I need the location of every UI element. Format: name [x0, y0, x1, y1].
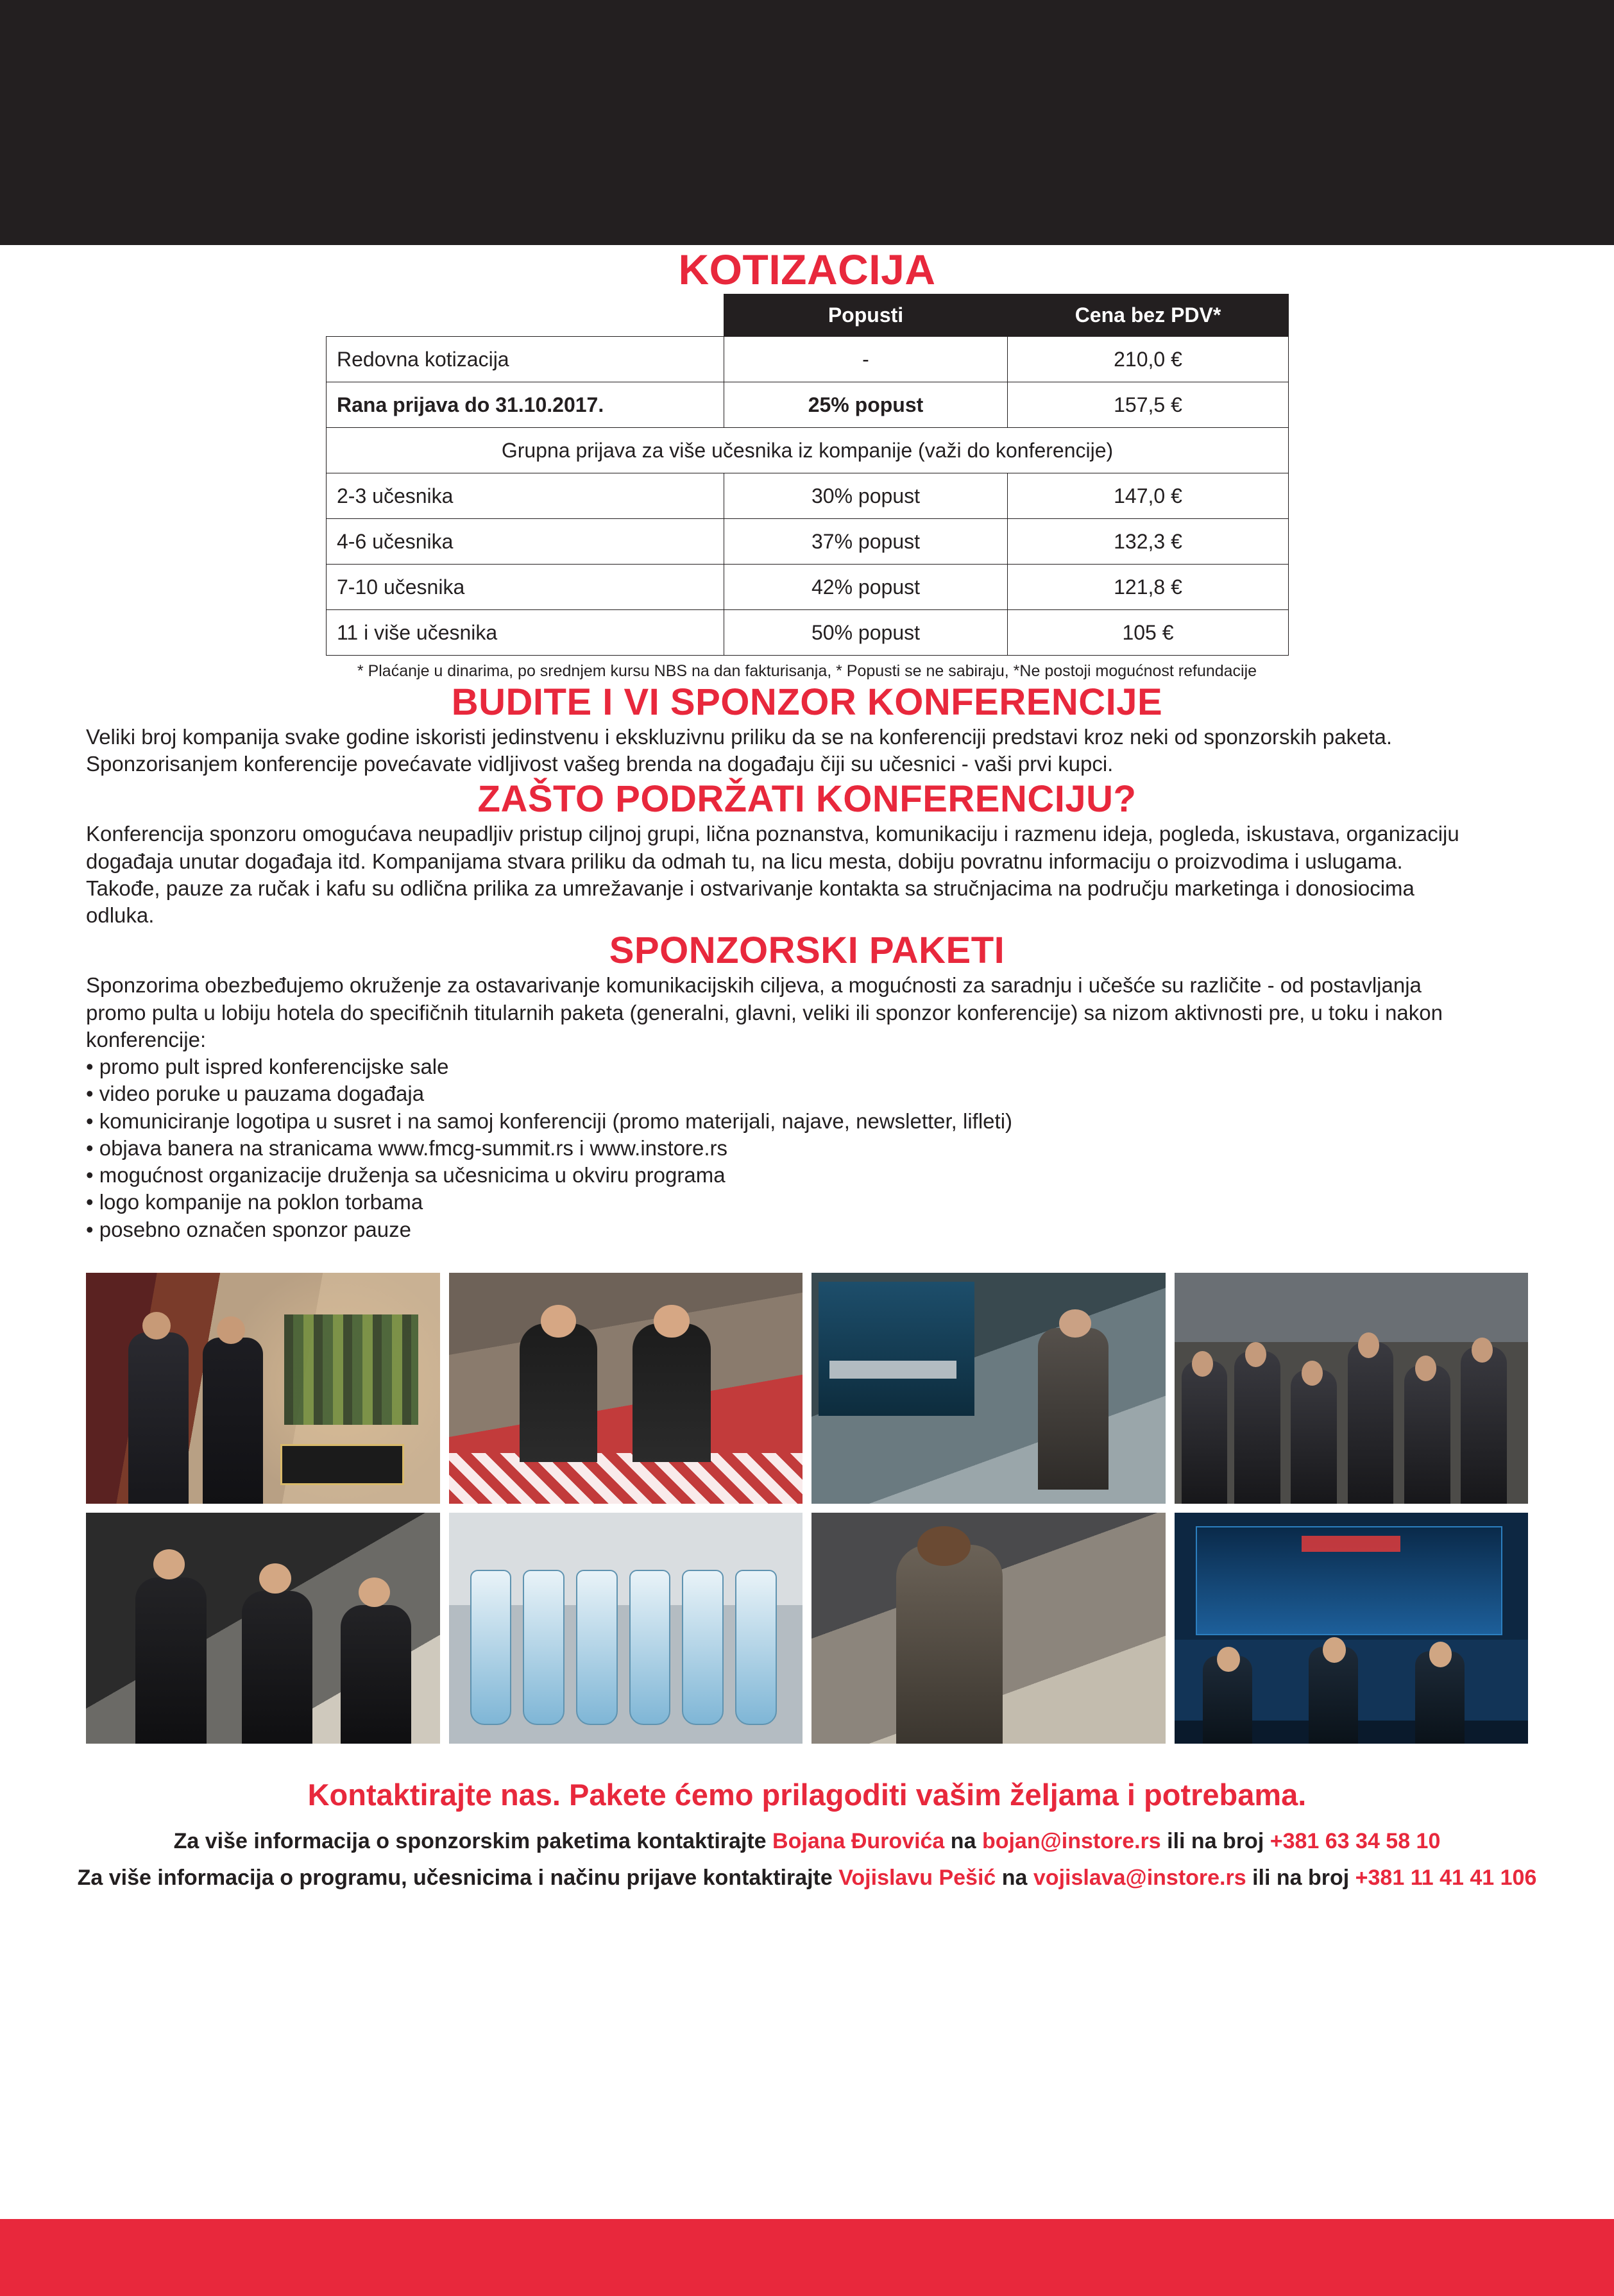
- list-item: • objava banera na stranicama www.fmcg-summit.rs i www.instore.rs: [86, 1135, 728, 1160]
- row-discount: 42% popust: [724, 565, 1008, 610]
- paketi-intro-line: konferencije:: [86, 1027, 207, 1051]
- table-footnote: * Plaćanje u dinarima, po srednjem kursu NBS na dan fakturisanja, * Popusti se ne sabiraju, *Ne postoji mogućnost refundacije: [357, 662, 1257, 680]
- table-group-row: [327, 428, 1289, 473]
- contact-heading: Kontaktirajte nas. Pakete ćemo prilagoditi vašim željama i potrebama.: [307, 1777, 1307, 1812]
- sponzor-paragraph: [86, 724, 1528, 778]
- row-label: 11 i više učesnika: [327, 610, 724, 656]
- row-label: Redovna kotizacija: [327, 337, 724, 382]
- photo-visitor-with-bag: [811, 1513, 1166, 1744]
- photo-gallery: [86, 1273, 1528, 1744]
- zasto-paragraph: [86, 821, 1528, 929]
- contact-line-program: [0, 1866, 1614, 1891]
- contact-prefix: Za više informacija o sponzorskim paketima kontaktirajte: [173, 1828, 773, 1853]
- row-discount: 50% popust: [724, 610, 1008, 656]
- row-price: 121,8 €: [1008, 565, 1289, 610]
- row-price: 105 €: [1008, 610, 1289, 656]
- sponzor-paragraph-line: Veliki broj kompanija svake godine iskoristi jedinstvenu i ekskluzivnu priliku da se na konferenciji predstavi kroz neki od sponzorskih paketa.: [86, 725, 1393, 749]
- table-row: [327, 519, 1289, 565]
- photo-trisa-tubes: [449, 1513, 803, 1744]
- zasto-paragraph-line: Konferencija sponzoru omogućava neupadljiv pristup ciljnoj grupi, lična poznanstva, komunikaciju i razmenu ideja, pogleda, iskustava, organizaciju: [86, 822, 1459, 846]
- list-item: • posebno označen sponzor pauze: [86, 1217, 411, 1241]
- table-header-row: [327, 294, 1289, 337]
- list-item: • komuniciranje logotipa u susret i na samoj konferenciji (promo materijali, najave, newsletter, lifleti): [86, 1109, 1013, 1133]
- photo-stand-men-olitalia: [86, 1273, 440, 1504]
- contact-email[interactable]: vojislava@instore.rs: [1033, 1865, 1246, 1890]
- photo-hostesses-dirndl: [449, 1273, 803, 1504]
- list-item: • promo pult ispred konferencijske sale: [86, 1055, 449, 1079]
- zasto-paragraph-line: događaja unutar događaja itd. Kompanijama stvara priliku da odmah tu, na licu mesta, dobiju povratnu informaciju o proizvodima i uslugama.: [86, 849, 1403, 873]
- zasto-paragraph-line: odluka.: [86, 903, 155, 928]
- table-row: [327, 382, 1289, 428]
- contact-mid2: ili na broj: [1246, 1865, 1355, 1890]
- contact-phone[interactable]: +381 11 41 41 106: [1355, 1865, 1537, 1890]
- contact-email[interactable]: bojan@instore.rs: [981, 1828, 1161, 1853]
- row-label: 4-6 učesnika: [327, 519, 724, 565]
- table-row: [327, 565, 1289, 610]
- document-content: [0, 245, 1614, 1891]
- top-black-band: [0, 0, 1614, 245]
- paketi-intro-line: promo pulta u lobiju hotela do specifičnih titularnih paketa (generalni, glavni, veliki ili sponzor konferencije) sa nizom aktivnosti pre, u toku i nakon: [86, 1000, 1443, 1025]
- contact-person-name: Bojana Đurovića: [772, 1828, 945, 1853]
- list-item: • mogućnost organizacije druženja sa učesnicima u okviru programa: [86, 1163, 726, 1187]
- photo-comtrade-booth: [1175, 1513, 1529, 1744]
- paketi-intro-line: Sponzorima obezbeđujemo okruženje za ostavarivanje komunikacijskih ciljeva, a mogućnosti za saradnju i učešće su različite - od postavljanja: [86, 973, 1422, 998]
- photo-booth-planning: [811, 1273, 1166, 1504]
- section-title-paketi: SPONZORSKI PAKETI: [609, 930, 1005, 972]
- contact-mid2: ili na broj: [1160, 1828, 1270, 1853]
- page-title: KOTIZACIJA: [678, 246, 936, 293]
- contact-person-name: Vojislavu Pešić: [838, 1865, 996, 1890]
- row-price: 157,5 €: [1008, 382, 1289, 428]
- contact-line-sponsorship: [0, 1829, 1614, 1854]
- table-row: [327, 473, 1289, 519]
- row-label: Rana prijava do 31.10.2017.: [327, 382, 724, 428]
- pricing-table-wrap: [326, 294, 1288, 681]
- row-price: 132,3 €: [1008, 519, 1289, 565]
- row-discount: 25% popust: [724, 382, 1008, 428]
- row-label: 2-3 učesnika: [327, 473, 724, 519]
- zasto-paragraph-line: Takođe, pauze za ručak i kafu su odlična prilika za umrežavanje i ostvarivanje kontakta sa stručnjacima na području marketinga i donosiocima: [86, 876, 1414, 900]
- row-label: 7-10 učesnika: [327, 565, 724, 610]
- pricing-table: [326, 294, 1289, 656]
- row-price: 147,0 €: [1008, 473, 1289, 519]
- contact-phone[interactable]: +381 63 34 58 10: [1270, 1828, 1441, 1853]
- sponzor-paragraph-line: Sponzorisanjem konferencije povećavate vidljivost vašeg brenda na događaju čiji su učesnici - vaši prvi kupci.: [86, 752, 1114, 776]
- table-header-price: Cena bez PDV*: [1008, 294, 1289, 337]
- row-discount: 37% popust: [724, 519, 1008, 565]
- table-header-blank: [327, 294, 724, 337]
- paketi-bullet-list: [86, 1053, 1528, 1243]
- group-row-label: Grupna prijava za više učesnika iz kompanije (važi do konferencije): [327, 428, 1289, 473]
- table-row: [327, 610, 1289, 656]
- paketi-intro: [86, 972, 1528, 1243]
- section-title-zasto: ZAŠTO PODRŽATI KONFERENCIJU?: [477, 778, 1137, 821]
- section-title-sponzor: BUDITE I VI SPONZOR KONFERENCIJE: [451, 681, 1163, 723]
- table-header-discount: Popusti: [724, 294, 1008, 337]
- contact-mid: na: [944, 1828, 982, 1853]
- list-item: • logo kompanije na poklon torbama: [86, 1190, 423, 1214]
- photo-black-stand-guests: [86, 1513, 440, 1744]
- contact-prefix: Za više informacija o programu, učesnicima i načinu prijave kontaktirajte: [77, 1865, 839, 1890]
- row-discount: 30% popust: [724, 473, 1008, 519]
- contact-mid: na: [996, 1865, 1033, 1890]
- row-discount: -: [724, 337, 1008, 382]
- photo-conference-crowd: [1175, 1273, 1529, 1504]
- row-price: 210,0 €: [1008, 337, 1289, 382]
- table-row: [327, 337, 1289, 382]
- list-item: • video poruke u pauzama događaja: [86, 1082, 425, 1106]
- bottom-red-band: [0, 2219, 1614, 2296]
